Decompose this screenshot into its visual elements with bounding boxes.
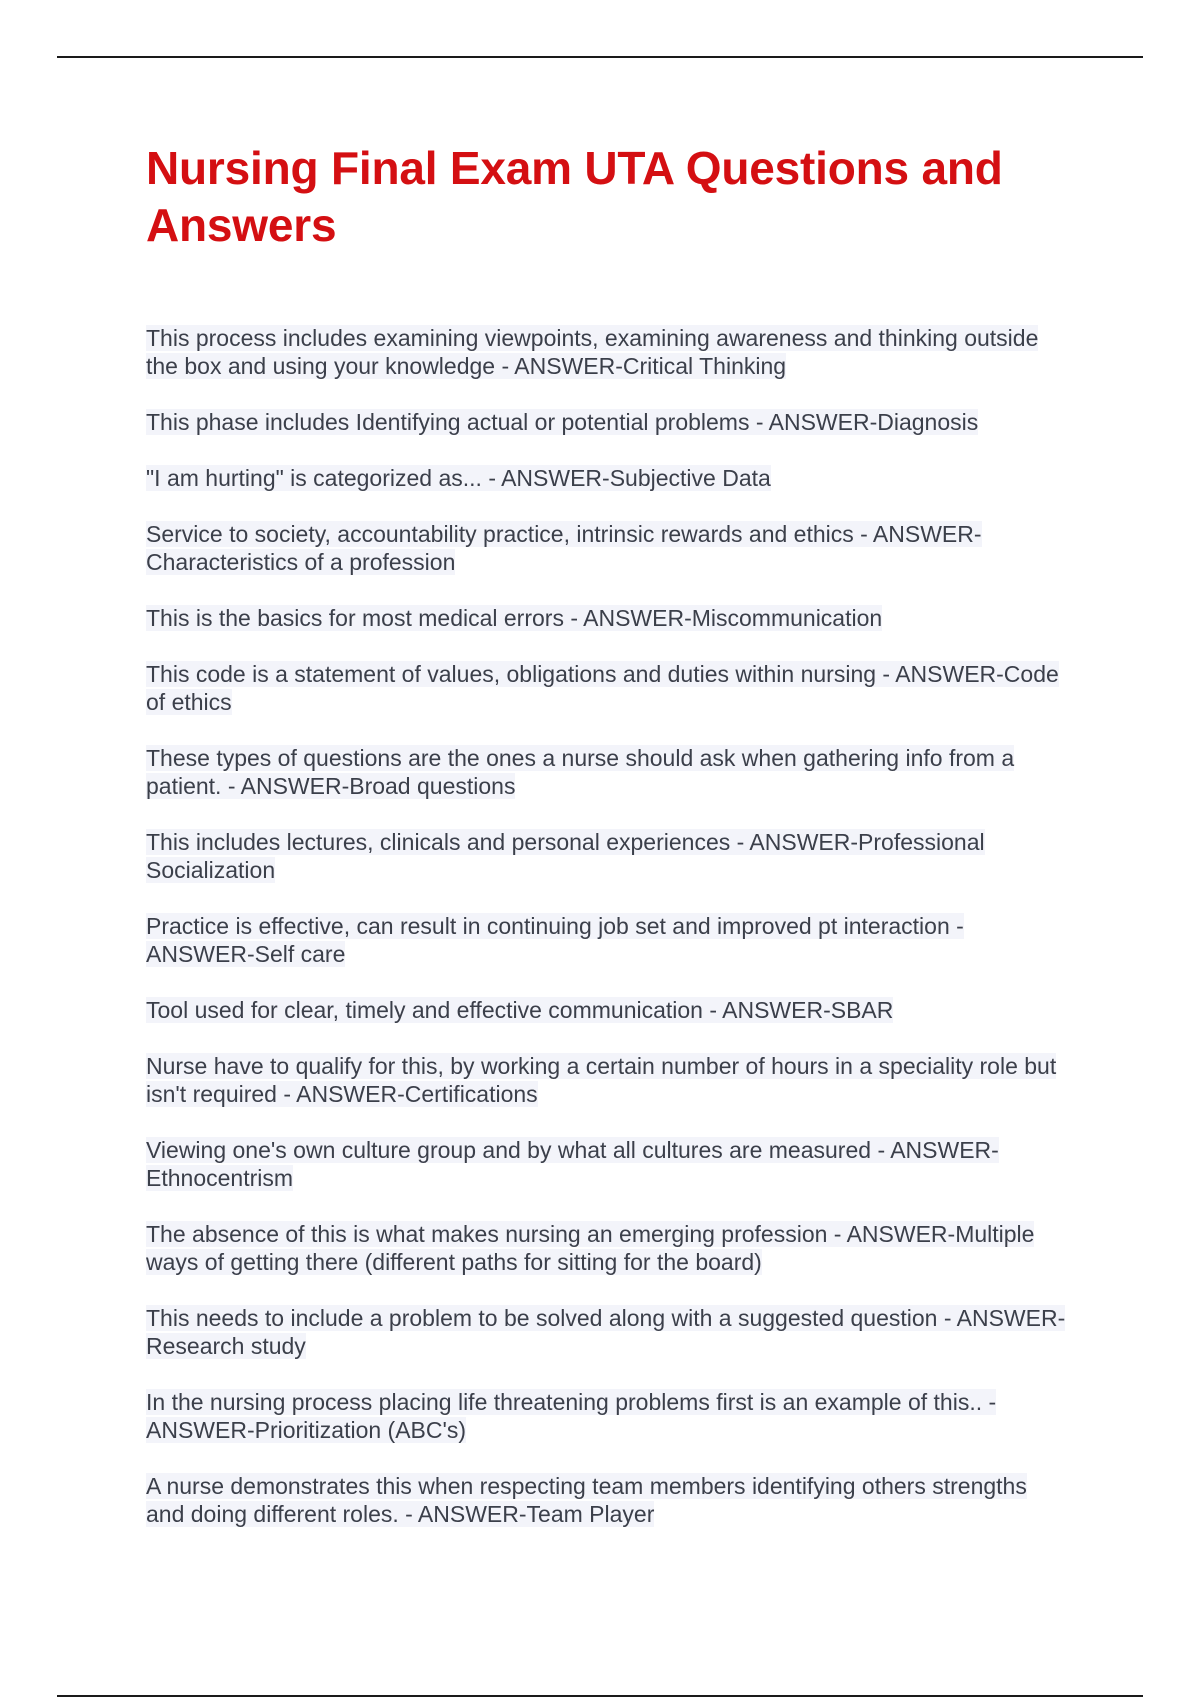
qa-item: [146, 996, 1066, 1024]
qa-item: [146, 660, 1066, 716]
qa-text: Service to society, accountability practice, intrinsic rewards and ethics - ANSWER-Characteristics of a profession: [146, 521, 982, 575]
qa-text: In the nursing process placing life threatening problems first is an example of this.. - ANSWER-Prioritization (ABC's): [146, 1389, 997, 1443]
qa-text: A nurse demonstrates this when respecting team members identifying others strengths and doing different roles. - ANSWER-Team Player: [146, 1473, 1027, 1527]
qa-item: [146, 828, 1066, 884]
qa-text: This needs to include a problem to be solved along with a suggested question - ANSWER-Research study: [146, 1305, 1066, 1359]
qa-item: [146, 1052, 1066, 1108]
qa-item: [146, 1472, 1066, 1528]
qa-item: [146, 520, 1066, 576]
qa-item: [146, 1304, 1066, 1360]
qa-item: [146, 604, 1066, 632]
qa-text: The absence of this is what makes nursing an emerging profession - ANSWER-Multiple ways of getting there (different paths for sitting for the board): [146, 1221, 1035, 1275]
header-rule: [57, 56, 1143, 58]
qa-text: Tool used for clear, timely and effective communication - ANSWER-SBAR: [146, 997, 894, 1023]
qa-item: [146, 464, 1066, 492]
qa-text: This process includes examining viewpoints, examining awareness and thinking outside the box and using your knowledge - ANSWER-Critical Thinking: [146, 325, 1039, 379]
qa-item: [146, 744, 1066, 800]
qa-item: [146, 408, 1066, 436]
qa-item: [146, 1136, 1066, 1192]
qa-item: [146, 912, 1066, 968]
qa-text: Practice is effective, can result in continuing job set and improved pt interaction - ANSWER-Self care: [146, 913, 964, 967]
qa-list: [146, 324, 1066, 1528]
qa-text: This code is a statement of values, obligations and duties within nursing - ANSWER-Code of ethics: [146, 661, 1059, 715]
footer-rule: [57, 1695, 1143, 1697]
qa-text: Viewing one's own culture group and by what all cultures are measured - ANSWER-Ethnocentrism: [146, 1137, 999, 1191]
qa-text: Nurse have to qualify for this, by working a certain number of hours in a speciality role but isn't required - ANSWER-Certifications: [146, 1053, 1057, 1107]
qa-item: [146, 324, 1066, 380]
qa-text: "I am hurting" is categorized as... - ANSWER-Subjective Data: [146, 465, 771, 491]
qa-text: This includes lectures, clinicals and personal experiences - ANSWER-Professional Socialization: [146, 829, 985, 883]
qa-text: This phase includes Identifying actual or potential problems - ANSWER-Diagnosis: [146, 409, 979, 435]
qa-item: [146, 1388, 1066, 1444]
qa-text: These types of questions are the ones a nurse should ask when gathering info from a patient. - ANSWER-Broad questions: [146, 745, 1015, 799]
document-title: Nursing Final Exam UTA Questions and Answers: [146, 142, 1003, 251]
qa-item: [146, 1220, 1066, 1276]
document-body: [146, 140, 1066, 1556]
qa-text: This is the basics for most medical errors - ANSWER-Miscommunication: [146, 605, 883, 631]
